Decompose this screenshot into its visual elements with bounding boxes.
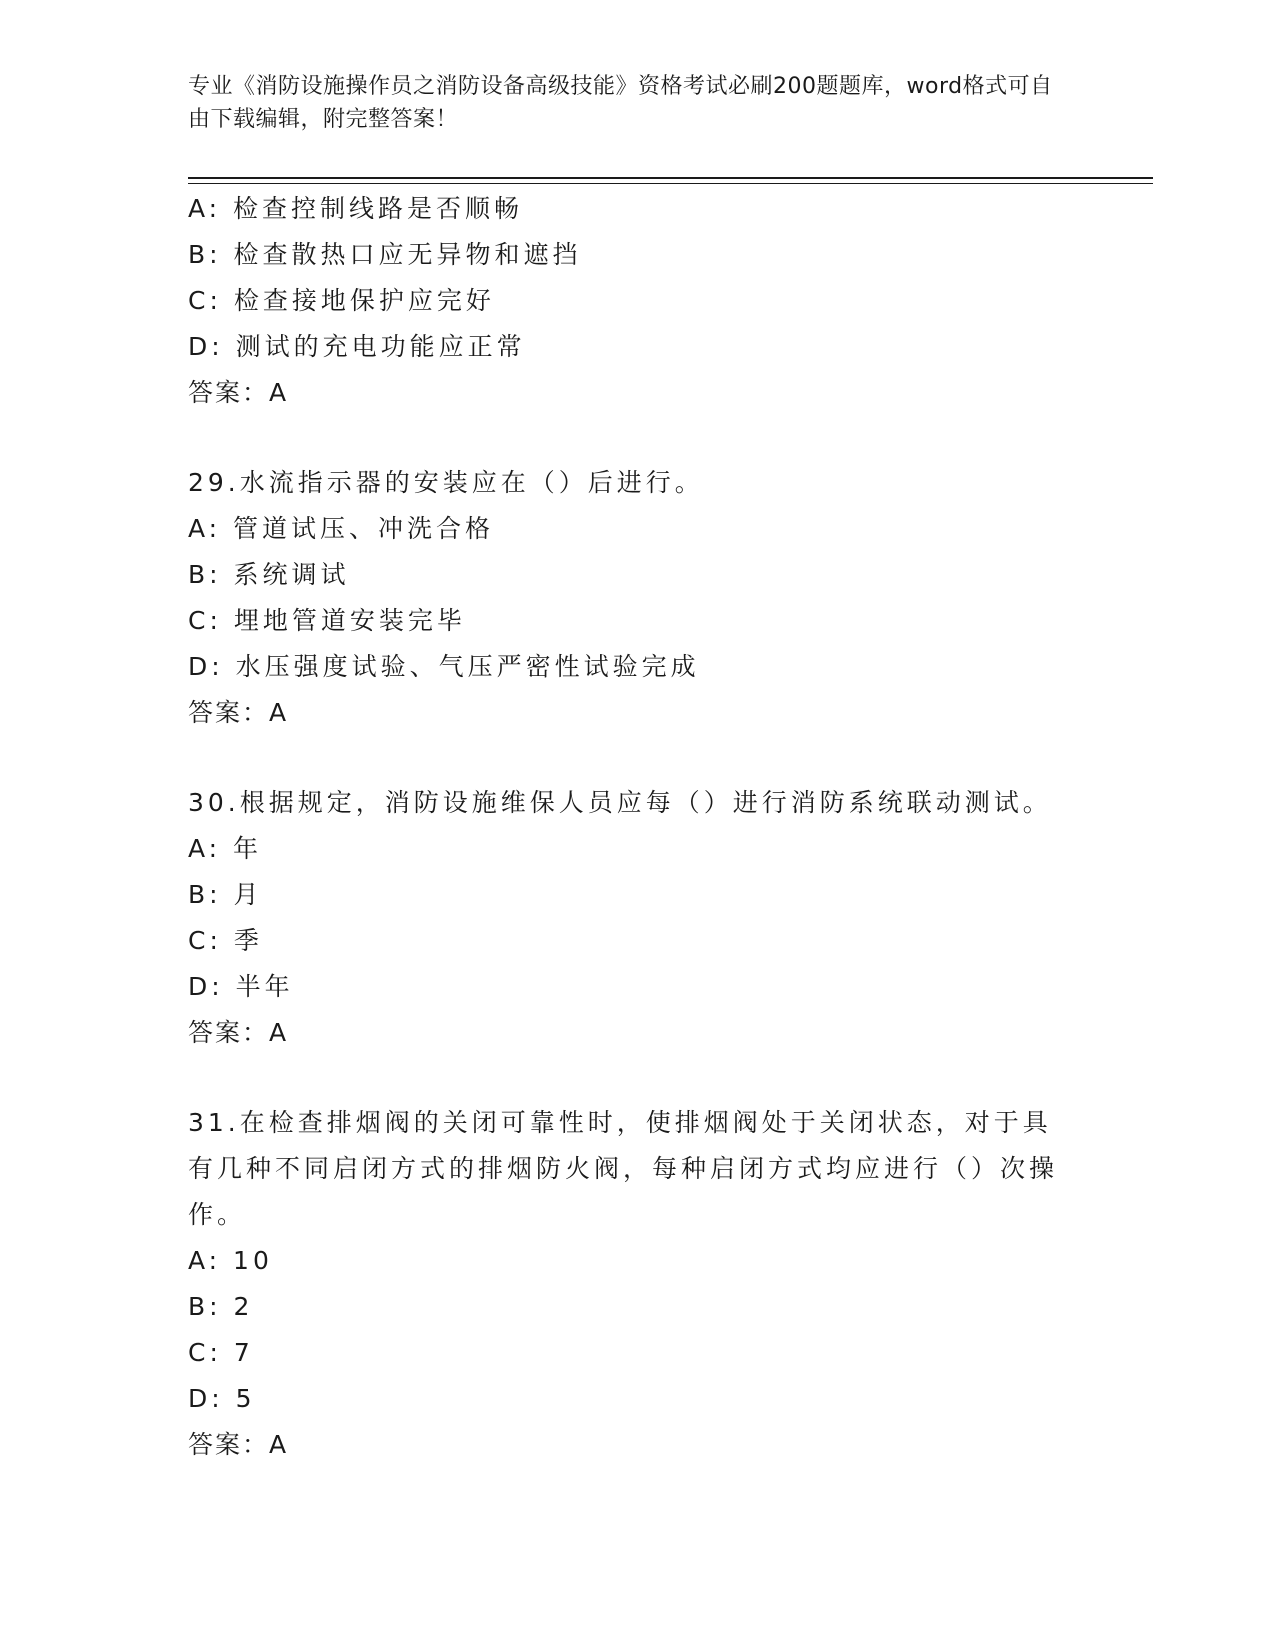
question-block-29 xyxy=(188,460,1088,736)
answer-value: A xyxy=(269,1430,289,1459)
answer-line xyxy=(188,1422,1088,1468)
answer-value: A xyxy=(269,698,289,727)
option-d: D: 5 xyxy=(188,1384,256,1413)
option-d: D: 半年 xyxy=(188,972,294,1001)
option-c: C: 7 xyxy=(188,1338,254,1367)
question-block-28 xyxy=(188,186,1088,416)
question-list xyxy=(188,186,1088,1512)
option-b: B: 检查散热口应无异物和遮挡 xyxy=(188,240,582,269)
option-a: A: 检查控制线路是否顺畅 xyxy=(188,194,524,223)
answer-label: 答案： xyxy=(188,1430,270,1459)
answer-label: 答案： xyxy=(188,378,270,407)
question-block-30 xyxy=(188,780,1088,1056)
option-c: C: 埋地管道安装完毕 xyxy=(188,606,466,635)
answer-value: A xyxy=(269,378,289,407)
question-text: 31.在检查排烟阀的关闭可靠性时，使排烟阀处于关闭状态，对于具有几种不同启闭方式的排烟防火阀，每种启闭方式均应进行（）次操作。 xyxy=(188,1108,1059,1229)
document-header: 专业《消防设施操作员之消防设备高级技能》资格考试必刷200题题库，word格式可自由下载编辑，附完整答案！ xyxy=(188,74,1053,132)
question-text: 29.水流指示器的安装应在（）后进行。 xyxy=(188,468,704,497)
question-text: 30.根据规定，消防设施维保人员应每（）进行消防系统联动测试。 xyxy=(188,788,1052,817)
answer-label: 答案： xyxy=(188,698,270,727)
option-a: A: 年 xyxy=(188,834,263,863)
option-a: A: 管道试压、冲洗合格 xyxy=(188,514,495,543)
option-d: D: 水压强度试验、气压严密性试验完成 xyxy=(188,652,700,681)
answer-line xyxy=(188,370,1088,416)
option-c: C: 检查接地保护应完好 xyxy=(188,286,495,315)
option-b: B: 系统调试 xyxy=(188,560,350,589)
header-divider-thick xyxy=(188,177,1153,179)
option-d: D: 测试的充电功能应正常 xyxy=(188,332,526,361)
answer-value: A xyxy=(269,1018,289,1047)
question-block-31 xyxy=(188,1100,1088,1468)
answer-line xyxy=(188,1010,1088,1056)
answer-line xyxy=(188,690,1088,736)
option-b: B: 月 xyxy=(188,880,263,909)
header-divider-thin xyxy=(188,183,1153,184)
option-a: A: 10 xyxy=(188,1246,273,1275)
answer-label: 答案： xyxy=(188,1018,270,1047)
option-b: B: 2 xyxy=(188,1292,254,1321)
option-c: C: 季 xyxy=(188,926,263,955)
